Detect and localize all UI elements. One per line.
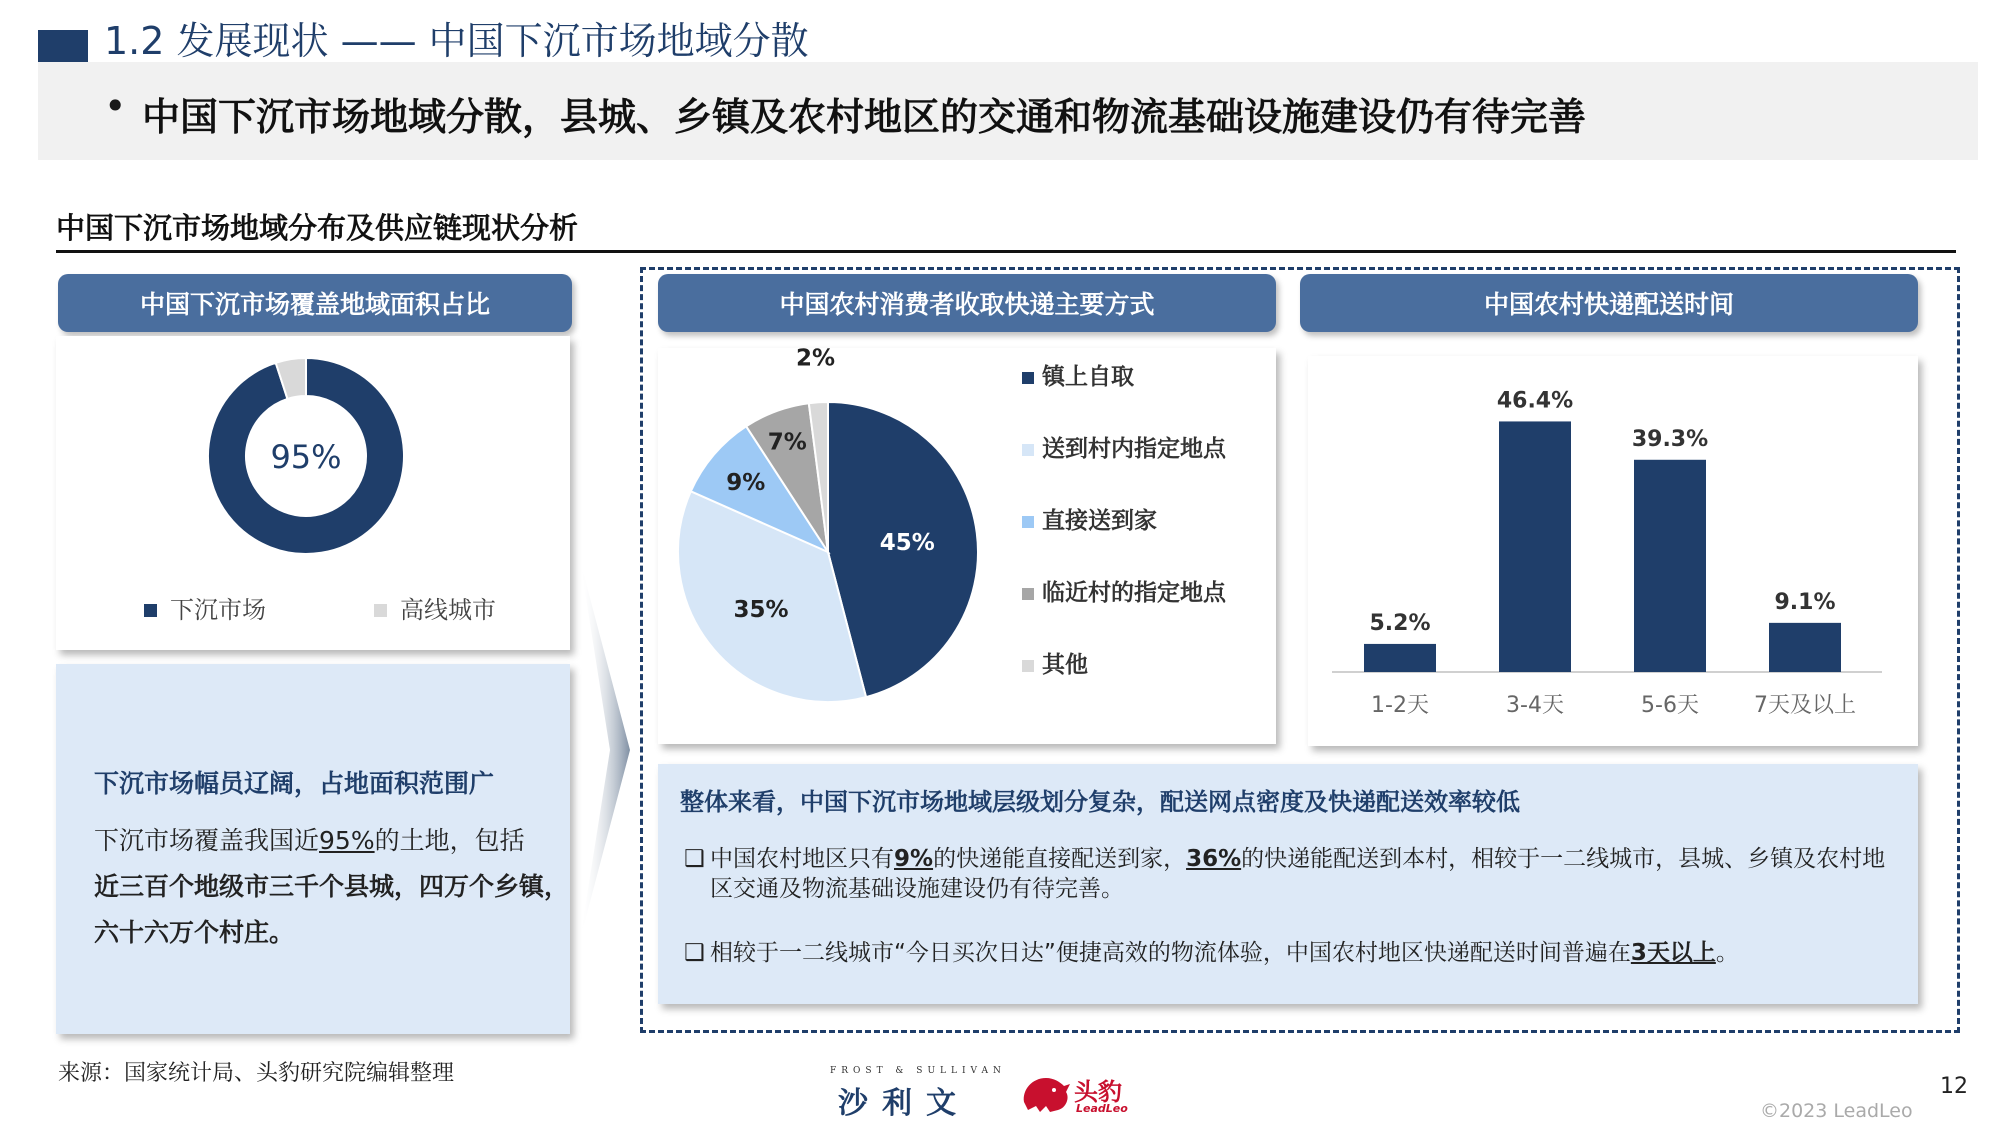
item1-pct-home: 9% [894, 846, 934, 872]
left-summary-text: 下沉市场覆盖我国近 [94, 826, 320, 855]
pie-legend-label-2: 直接送到家 [1042, 508, 1157, 534]
left-summary-pct: 95% [319, 826, 375, 855]
pie-label-3: 7% [767, 429, 807, 456]
leopard-icon [1020, 1072, 1072, 1116]
bar-chart [1308, 356, 1918, 746]
bar-category-label-1: 3-4天 [1506, 693, 1564, 718]
checkbox-bullet-icon: ❑ [684, 940, 705, 966]
pie-legend-label-4: 其他 [1042, 652, 1088, 678]
bar-value-label-2: 39.3% [1631, 426, 1709, 452]
pie-chart [658, 348, 1276, 744]
item2-days: 3天以上 [1630, 940, 1716, 966]
pie-legend-swatch-0 [1022, 372, 1034, 384]
section-title: 中国下沉市场地域分布及供应链现状分析 [56, 211, 579, 245]
right-panel-title: 中国农村快递配送时间 [1300, 274, 1918, 332]
logo2-cn-text: 头豹 [1074, 1078, 1122, 1106]
bar-value-label-1: 46.4% [1496, 388, 1574, 414]
pie-legend-label-1: 送到村内指定地点 [1042, 436, 1226, 462]
bar-card [1308, 356, 1918, 746]
bar-category-label-2: 5-6天 [1641, 693, 1699, 718]
source-note: 来源：国家统计局、头豹研究院编辑整理 [58, 1061, 455, 1086]
item1-text-c: 的快递能直接配送到家， [933, 846, 1187, 872]
conclusion-item-2 [684, 938, 1904, 968]
pie-card [658, 348, 1276, 744]
bar-value-label-0: 5.2% [1369, 610, 1431, 636]
bar-1 [1499, 421, 1571, 672]
pie-legend-swatch-4 [1022, 660, 1034, 672]
pie-legend-swatch-3 [1022, 588, 1034, 600]
leadleo-logo [1020, 1072, 1128, 1120]
donut-card [56, 336, 570, 650]
page-title: 1.2 发展现状 —— 中国下沉市场地域分散 [104, 19, 809, 63]
left-summary-text-rest: 的土地，包括 [374, 826, 525, 855]
item1-text-e: 的快递能配送到本村，相较于一二线城市，县城、乡镇及农村地区交通及物流基础设施建设仍有待完善。 [710, 846, 1886, 902]
donut-legend-swatch-0 [144, 604, 157, 617]
checkbox-bullet-icon: ❑ [684, 846, 705, 872]
bar-value-label-3: 9.1% [1774, 589, 1836, 615]
item2-text-c: 。 [1715, 940, 1739, 966]
bar-3 [1769, 623, 1841, 672]
conclusion-title: 整体来看，中国下沉市场地域层级划分复杂，配送网点密度及快递配送效率较低 [680, 788, 1520, 816]
item1-pct-village: 36% [1186, 846, 1242, 872]
bar-2 [1634, 460, 1706, 672]
pie-label-2: 9% [726, 469, 766, 496]
page-number: 12 [1940, 1074, 1968, 1099]
banner-text: 中国下沉市场地域分散，县城、乡镇及农村地区的交通和物流基础设施建设仍有待完善 [142, 95, 1587, 139]
item2-text-a: 相较于一二线城市“今日买次日达”便捷高效的物流体验，中国农村地区快递配送时间普遍在 [710, 940, 1631, 966]
pie-label-4: 2% [795, 348, 836, 372]
banner-bullet: • [104, 84, 127, 128]
transition-arrow [580, 560, 640, 940]
conclusion-item-1 [684, 844, 1904, 904]
left-summary-heading: 下沉市场幅员辽阔，占地面积范围广 [94, 769, 495, 798]
donut-legend-label-0: 下沉市场 [170, 596, 266, 624]
pie-legend-label-0: 镇上自取 [1042, 364, 1134, 390]
bar-0 [1364, 644, 1436, 672]
section-divider [56, 250, 1956, 253]
left-summary-bold: 近三百个地级市三千个县城，四万个乡镇，六十六万个村庄。 [94, 872, 570, 947]
logo1-big-text: 沙利文 [838, 1086, 970, 1121]
headline-banner [38, 62, 1978, 160]
left-panel-title: 中国下沉市场覆盖地域面积占比 [58, 274, 572, 332]
pie-label-0: 45% [879, 529, 935, 556]
donut-chart [56, 336, 570, 650]
logo2-en-text: LeadLeo [1076, 1102, 1128, 1115]
logo1-small-text: FROST & SULLIVAN [830, 1066, 1006, 1076]
bar-category-label-3: 7天及以上 [1754, 693, 1856, 718]
pie-legend-label-3: 临近村的指定地点 [1042, 580, 1226, 606]
left-summary-body [94, 818, 574, 956]
donut-center-label: 95% [270, 438, 342, 476]
item1-text-a: 中国农村地区只有 [710, 846, 894, 872]
donut-legend-swatch-1 [374, 604, 387, 617]
pie-legend-swatch-1 [1022, 444, 1034, 456]
pie-label-1: 35% [733, 597, 789, 624]
middle-panel-title: 中国农村消费者收取快递主要方式 [658, 274, 1276, 332]
pie-legend-swatch-2 [1022, 516, 1034, 528]
copyright-text: ©2023 LeadLeo [1760, 1100, 1913, 1122]
bar-category-label-0: 1-2天 [1371, 693, 1429, 718]
donut-legend-label-1: 高线城市 [400, 596, 496, 624]
